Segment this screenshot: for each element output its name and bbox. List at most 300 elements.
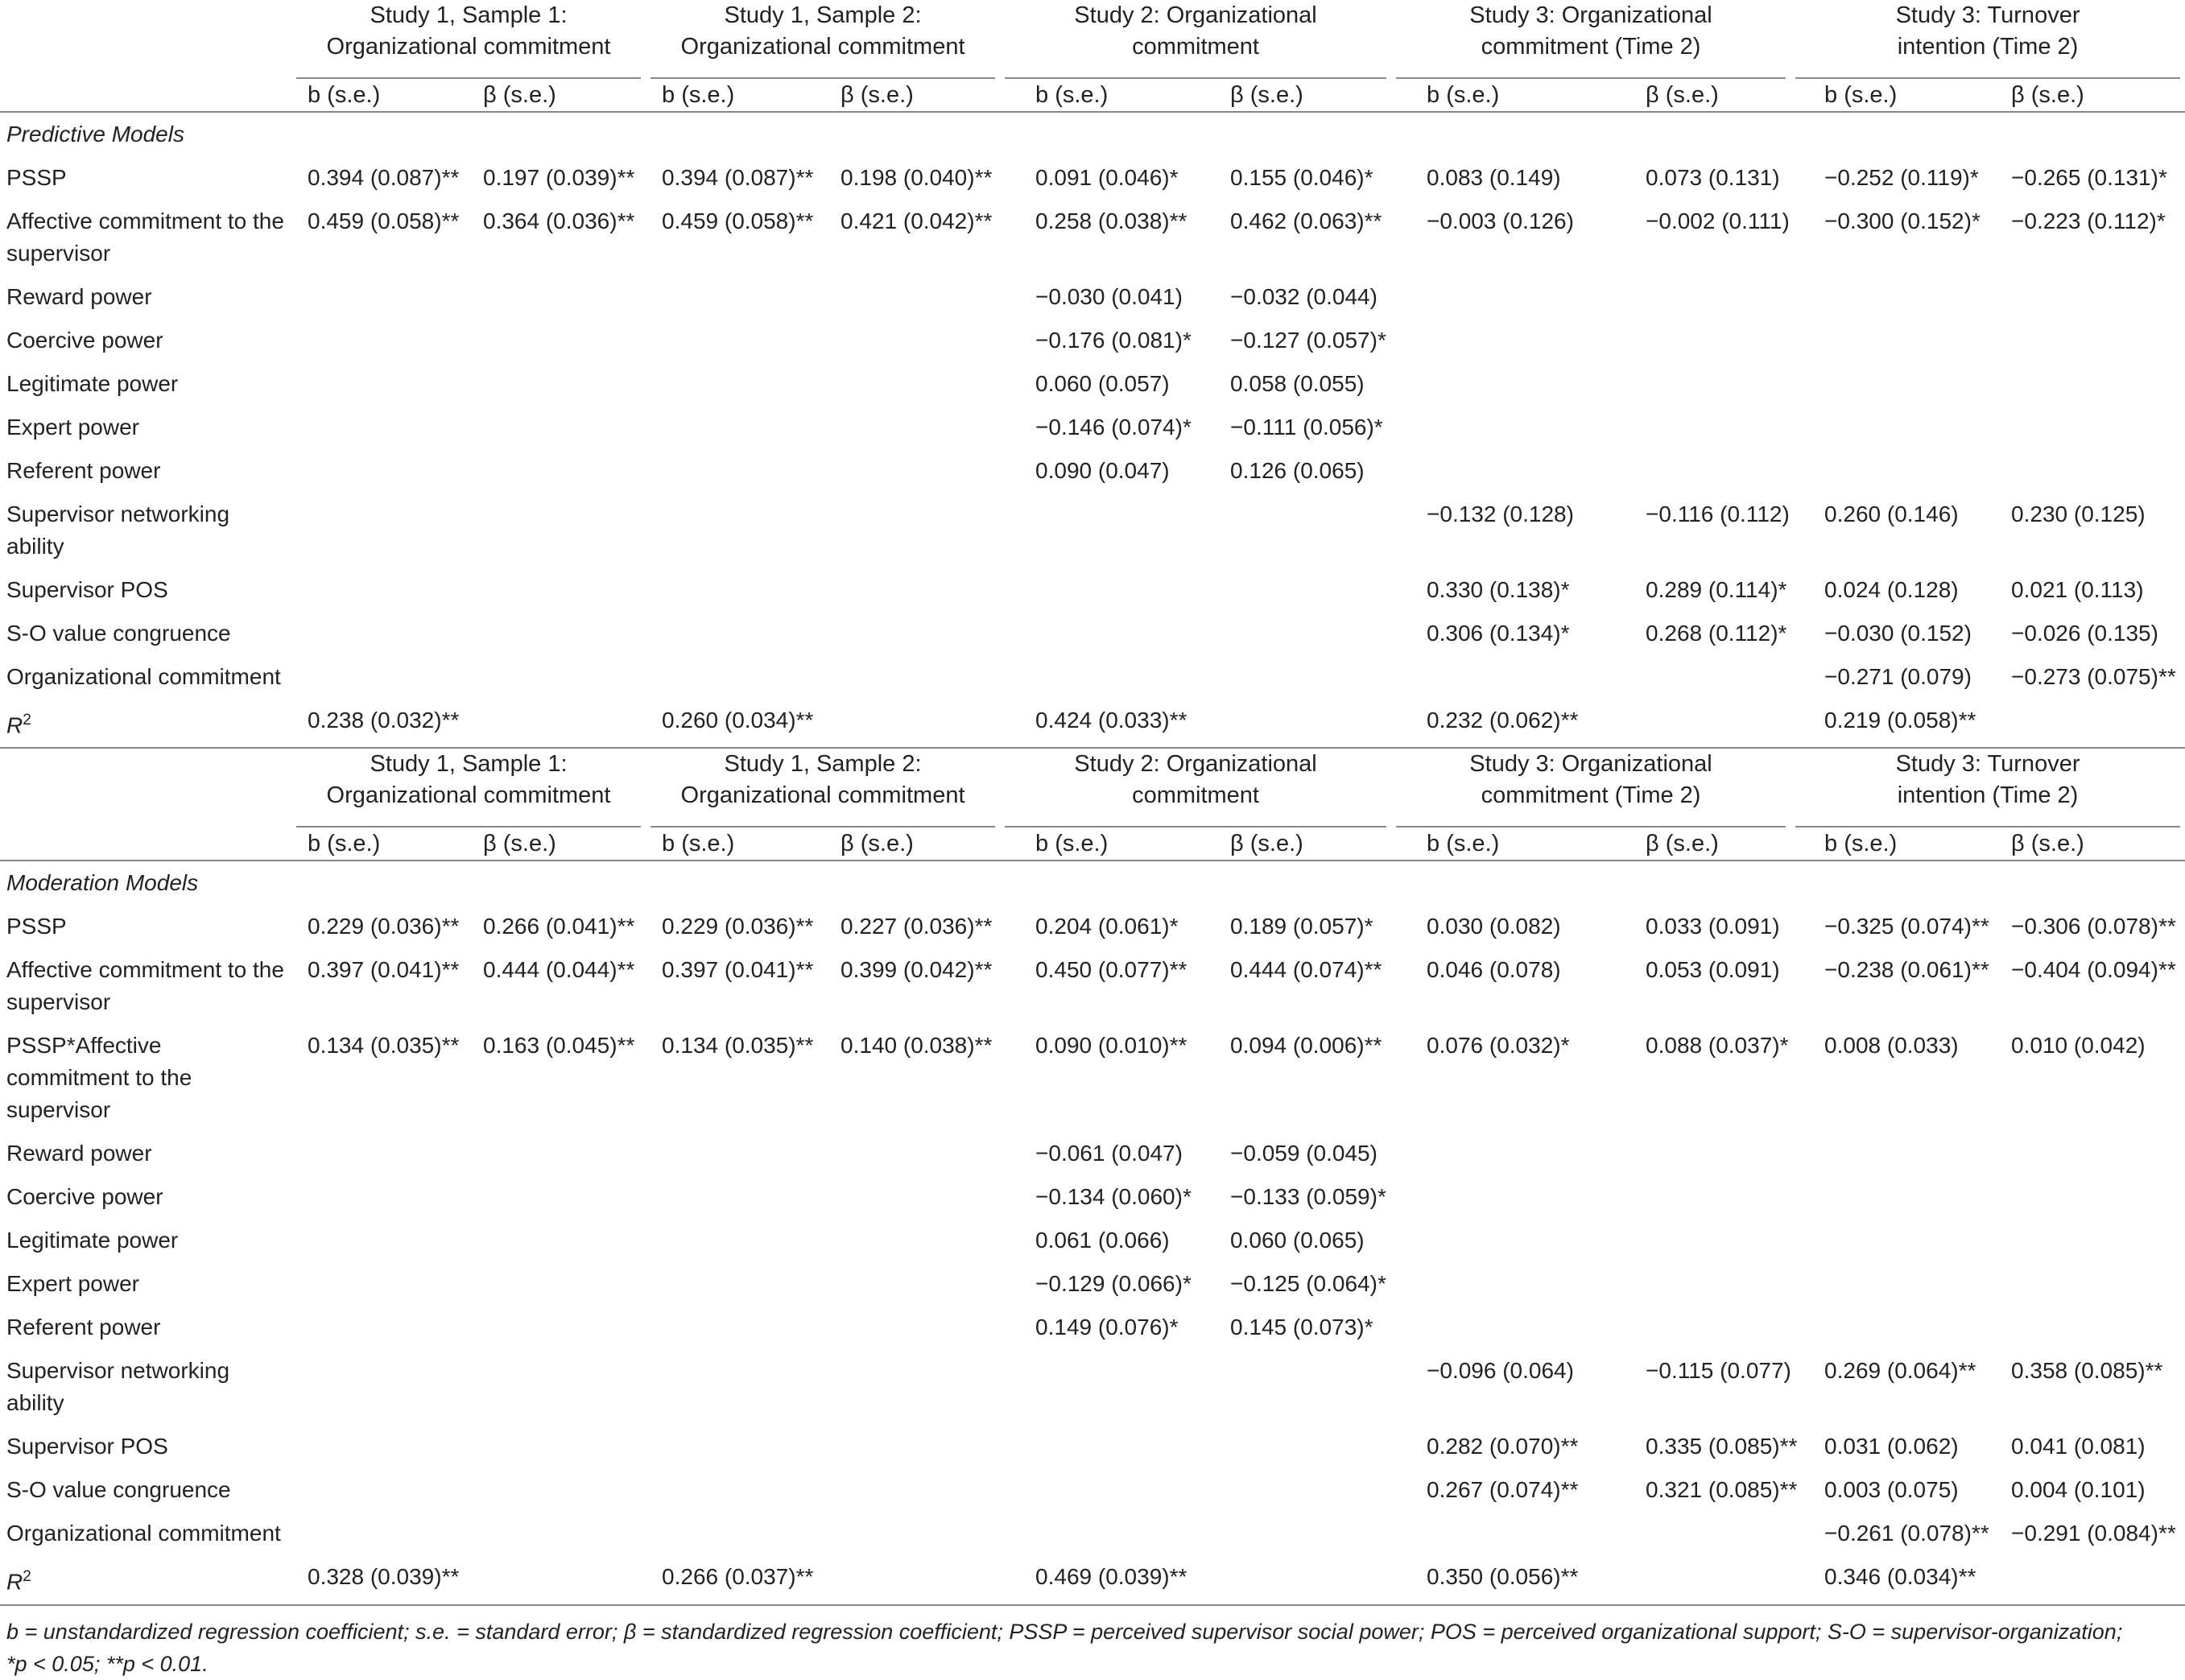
table-cell: 0.163 (0.045)** — [483, 1033, 635, 1059]
table-cell — [467, 568, 646, 612]
table-cell — [1591, 319, 1791, 362]
study-header-line1: Study 2: Organizational — [1074, 751, 1317, 778]
table-cell: −0.115 (0.077) — [1646, 1358, 1791, 1384]
table-cell — [1791, 1132, 1992, 1175]
table-cell: 0.394 (0.087)** — [662, 165, 814, 190]
beta-se-header: β (s.e.) — [1992, 828, 2185, 861]
table-cell: −0.026 (0.135) — [2011, 621, 2158, 646]
table-cell: 0.031 (0.062) — [1824, 1434, 1959, 1459]
table-cell — [1193, 1468, 1391, 1512]
corner-cell — [0, 79, 291, 112]
beta-se-header: β (s.e.) — [1193, 79, 1391, 112]
r-squared-label: R — [6, 1569, 23, 1595]
table-cell: 0.229 (0.036)** — [662, 914, 814, 939]
table-cell — [467, 612, 646, 655]
table-cell — [824, 1219, 1000, 1262]
table-cell: 0.219 (0.058)** — [1824, 708, 1976, 733]
table-cell: 0.397 (0.041)** — [662, 957, 814, 983]
table-cell: 0.083 (0.149) — [1427, 165, 1561, 190]
table-cell: −0.271 (0.079) — [1824, 664, 1972, 689]
table-cell: 0.010 (0.042) — [2011, 1033, 2146, 1059]
table-cell — [291, 1512, 467, 1555]
table-cell: −0.265 (0.131)* — [2011, 165, 2167, 190]
table-cell — [291, 1262, 467, 1306]
table-cell: 0.088 (0.037)* — [1646, 1033, 1789, 1059]
table-cell — [1193, 1349, 1391, 1425]
row-label: Coercive power — [6, 1184, 163, 1210]
table-cell — [824, 493, 1000, 568]
table-cell — [291, 1349, 467, 1425]
table-cell: 0.197 (0.039)** — [483, 165, 635, 190]
corner-cell — [0, 828, 291, 861]
row-label: PSSP — [6, 165, 67, 190]
table-cell: 0.260 (0.146) — [1824, 502, 1959, 526]
table-cell: −0.129 (0.066)* — [1035, 1271, 1192, 1297]
table-cell — [467, 493, 646, 568]
table-cell — [467, 1425, 646, 1468]
table-cell — [824, 1132, 1000, 1175]
table-cell — [1591, 449, 1791, 493]
table-cell — [467, 449, 646, 493]
table-cell: −0.111 (0.056)* — [1230, 415, 1383, 440]
table-cell — [1992, 1132, 2185, 1175]
table-cell — [1591, 655, 1791, 699]
b-se-header: b (s.e.) — [646, 828, 824, 861]
table-row — [0, 275, 2185, 319]
study-header-text — [1005, 0, 1386, 79]
table-cell — [1992, 699, 2185, 748]
table-row — [0, 568, 2185, 612]
table-cell: 0.232 (0.062)** — [1427, 708, 1579, 733]
table-cell — [1591, 1262, 1791, 1306]
table-cell: 0.058 (0.055) — [1230, 371, 1365, 396]
study-header-line1: Study 1, Sample 2: — [724, 751, 922, 778]
table-cell: 0.364 (0.036)** — [483, 208, 635, 233]
table-cell — [646, 1512, 824, 1555]
table-cell — [646, 655, 824, 699]
table-cell: 0.424 (0.033)** — [1035, 708, 1188, 733]
table-cell — [824, 568, 1000, 612]
table-row — [0, 1555, 2185, 1604]
footnote-significance: *p < 0.05; **p < 0.01. — [6, 1651, 209, 1676]
table-cell: 0.003 (0.075) — [1824, 1477, 1959, 1503]
table-cell — [824, 1512, 1000, 1555]
table-cell: 0.094 (0.006)** — [1230, 1033, 1382, 1059]
table-cell: −0.096 (0.064) — [1427, 1358, 1574, 1384]
row-label: S-O value congruence — [6, 1477, 231, 1503]
table-cell — [646, 1468, 824, 1512]
table-row — [0, 655, 2185, 699]
table-cell: −0.238 (0.061)** — [1824, 957, 1989, 983]
table-cell: 0.268 (0.112)* — [1646, 621, 1787, 646]
table-row — [0, 1132, 2185, 1175]
table-cell — [1791, 1175, 1992, 1219]
table-cell — [1391, 362, 1591, 406]
study-header-text — [1396, 749, 1786, 828]
study-header-line2: Organizational commitment — [326, 782, 611, 809]
beta-se-header: β (s.e.) — [1992, 79, 2185, 112]
study-header-line2: Organizational commitment — [680, 34, 965, 60]
study-header-line1: Study 3: Organizational — [1469, 751, 1712, 778]
table-cell — [646, 1425, 824, 1468]
study-header-row — [0, 748, 2185, 828]
r-squared-exponent: 2 — [23, 1568, 31, 1586]
table-row — [0, 1512, 2185, 1555]
table-cell: −0.134 (0.060)* — [1035, 1184, 1192, 1210]
table-cell — [646, 362, 824, 406]
study-header-line2: commitment — [1132, 34, 1259, 60]
r-squared-exponent: 2 — [23, 712, 31, 729]
r-squared-label: R — [6, 712, 23, 738]
table-cell: 0.394 (0.087)** — [308, 165, 460, 190]
table-row — [0, 1175, 2185, 1219]
row-label: Supervisor POS — [6, 1434, 168, 1459]
table-cell: 0.230 (0.125) — [2011, 502, 2146, 526]
table-cell — [1591, 1512, 1791, 1555]
row-label: Affective commitment to the supervisor — [6, 208, 284, 266]
b-se-header: b (s.e.) — [1791, 828, 1992, 861]
b-se-header: b (s.e.) — [1000, 828, 1193, 861]
table-cell — [1992, 1219, 2185, 1262]
table-cell — [467, 1555, 646, 1604]
table-cell: 0.321 (0.085)** — [1646, 1477, 1798, 1503]
table-cell — [1000, 612, 1193, 655]
table-cell: −0.291 (0.084)** — [2011, 1521, 2176, 1546]
study-header-text — [1396, 0, 1786, 79]
table-cell: 0.397 (0.041)** — [308, 957, 460, 983]
table-cell — [291, 493, 467, 568]
table-cell: 0.008 (0.033) — [1824, 1033, 1959, 1059]
table-cell: 0.227 (0.036)** — [841, 914, 993, 939]
table-cell — [646, 1262, 824, 1306]
table-cell: 0.229 (0.036)** — [308, 914, 460, 939]
table-cell: −0.003 (0.126) — [1427, 208, 1574, 233]
table-cell: −0.032 (0.044) — [1230, 284, 1378, 309]
table-cell — [646, 449, 824, 493]
table-cell — [1591, 1555, 1791, 1604]
study-header-line2: commitment (Time 2) — [1481, 34, 1701, 60]
table-row — [0, 699, 2185, 748]
table-row — [0, 362, 2185, 406]
table-cell: 0.306 (0.134)* — [1427, 621, 1570, 646]
row-label: Reward power — [6, 1141, 152, 1166]
beta-se-header: β (s.e.) — [1591, 828, 1791, 861]
row-label: Coercive power — [6, 328, 163, 353]
table-cell — [1000, 1468, 1193, 1512]
table-cell — [1193, 493, 1391, 568]
table-cell: −0.030 (0.041) — [1035, 284, 1183, 309]
study-header-line2: commitment (Time 2) — [1481, 782, 1701, 809]
table-cell: 0.350 (0.056)** — [1427, 1564, 1579, 1590]
table-cell: 0.282 (0.070)** — [1427, 1434, 1579, 1459]
table-cell: −0.132 (0.128) — [1427, 502, 1574, 526]
study-header-line1: Study 1, Sample 1: — [370, 751, 568, 778]
table-cell: 0.024 (0.128) — [1824, 577, 1959, 602]
table-cell — [1992, 1555, 2185, 1604]
table-cell: 0.060 (0.057) — [1035, 371, 1170, 396]
table-cell: 0.134 (0.035)** — [308, 1033, 460, 1059]
study-header-line2: intention (Time 2) — [1897, 34, 2079, 60]
study-header-line2: Organizational commitment — [680, 782, 965, 809]
table-cell — [467, 1512, 646, 1555]
table-cell: 0.469 (0.039)** — [1035, 1564, 1188, 1590]
row-label: PSSP*Affective commitment to the supervisor — [6, 1033, 192, 1123]
study-header-text — [651, 749, 995, 828]
row-label: Reward power — [6, 284, 152, 309]
row-label: PSSP — [6, 914, 67, 939]
table-row — [0, 1219, 2185, 1262]
table-cell — [1391, 406, 1591, 449]
row-label: Legitimate power — [6, 1228, 179, 1253]
table-cell — [646, 568, 824, 612]
table-cell — [824, 612, 1000, 655]
table-row — [0, 200, 2185, 275]
table-cell — [291, 362, 467, 406]
study-header — [291, 748, 646, 828]
table-cell: 0.126 (0.065) — [1230, 458, 1365, 483]
study-header-text — [1795, 749, 2180, 828]
study-header-line2: Organizational commitment — [326, 34, 611, 60]
table-cell — [646, 275, 824, 319]
table-cell — [467, 1132, 646, 1175]
section-title: Predictive Models — [6, 122, 184, 147]
table-cell — [1000, 568, 1193, 612]
beta-se-header: β (s.e.) — [1193, 828, 1391, 861]
table-cell — [467, 699, 646, 748]
table-cell: −0.002 (0.111) — [1646, 208, 1790, 233]
table-cell: 0.030 (0.082) — [1427, 914, 1561, 939]
table-cell: 0.358 (0.085)** — [2011, 1358, 2163, 1384]
table-cell — [1791, 1262, 1992, 1306]
table-row — [0, 1468, 2185, 1512]
table-cell — [1591, 1219, 1791, 1262]
table-cell: 0.266 (0.041)** — [483, 914, 635, 939]
row-label: S-O value congruence — [6, 621, 231, 646]
table-cell — [1591, 1306, 1791, 1349]
table-cell: −0.127 (0.057)* — [1230, 328, 1386, 353]
b-se-header: b (s.e.) — [1391, 828, 1591, 861]
table-cell: 0.267 (0.074)** — [1427, 1477, 1579, 1503]
b-se-header: b (s.e.) — [1391, 79, 1591, 112]
table-cell: 0.076 (0.032)* — [1427, 1033, 1570, 1059]
table-cell — [646, 612, 824, 655]
table-cell — [291, 1219, 467, 1262]
table-cell: 0.399 (0.042)** — [841, 957, 993, 983]
table-cell: 0.444 (0.074)** — [1230, 957, 1382, 983]
table-cell: 0.033 (0.091) — [1646, 914, 1780, 939]
table-cell: −0.030 (0.152) — [1824, 621, 1972, 646]
table-cell: 0.198 (0.040)** — [841, 165, 993, 190]
table-cell — [291, 1306, 467, 1349]
table-cell: 0.269 (0.064)** — [1824, 1358, 1976, 1384]
study-header — [646, 748, 1000, 828]
table-cell — [1193, 699, 1391, 748]
table-cell — [1992, 1306, 2185, 1349]
table-cell — [1992, 362, 2185, 406]
table-cell — [824, 1262, 1000, 1306]
table-cell — [1992, 1262, 2185, 1306]
row-label — [0, 699, 291, 748]
study-header-text — [296, 0, 641, 79]
table-cell — [1591, 1175, 1791, 1219]
study-header-line1: Study 3: Turnover — [1895, 2, 2080, 28]
table-cell: −0.146 (0.074)* — [1035, 415, 1192, 440]
table-cell — [1193, 655, 1391, 699]
table-cell: 0.258 (0.038)** — [1035, 208, 1188, 233]
table-cell — [1391, 1512, 1591, 1555]
table-cell: 0.134 (0.035)** — [662, 1033, 814, 1059]
table-row — [0, 493, 2185, 568]
table-cell: −0.061 (0.047) — [1035, 1141, 1183, 1166]
table-cell: 0.189 (0.057)* — [1230, 914, 1373, 939]
table-cell: −0.306 (0.078)** — [2011, 914, 2176, 939]
table-cell — [1391, 275, 1591, 319]
table-cell — [646, 1219, 824, 1262]
table-cell — [1000, 1349, 1193, 1425]
study-header-line1: Study 2: Organizational — [1074, 2, 1317, 28]
table-cell: 0.053 (0.091) — [1646, 957, 1780, 983]
table-footnote — [0, 1604, 2185, 1680]
table-row — [0, 406, 2185, 449]
study-header-line2: commitment — [1132, 782, 1259, 809]
table-cell: 0.090 (0.047) — [1035, 458, 1170, 483]
table-cell — [1791, 449, 1992, 493]
table-cell — [1791, 319, 1992, 362]
b-se-header: b (s.e.) — [1000, 79, 1193, 112]
subheader-row — [0, 79, 2185, 112]
table-cell — [824, 319, 1000, 362]
table-cell — [646, 1132, 824, 1175]
table-cell: −0.325 (0.074)** — [1824, 914, 1989, 939]
table-cell — [467, 1175, 646, 1219]
table-row — [0, 1306, 2185, 1349]
table-cell — [1791, 1219, 1992, 1262]
table-cell — [824, 1468, 1000, 1512]
study-header-text — [1005, 749, 1386, 828]
row-label: Legitimate power — [6, 371, 179, 396]
table-cell — [1391, 1306, 1591, 1349]
b-se-header: b (s.e.) — [291, 79, 467, 112]
table-cell: −0.176 (0.081)* — [1035, 328, 1192, 353]
table-cell — [824, 275, 1000, 319]
study-header-line2: intention (Time 2) — [1897, 782, 2079, 809]
table-cell — [646, 1175, 824, 1219]
table-cell — [824, 655, 1000, 699]
table-cell — [1992, 1175, 2185, 1219]
table-cell — [1193, 1555, 1391, 1604]
table-cell — [1391, 1219, 1591, 1262]
table-cell: 0.421 (0.042)** — [841, 208, 993, 233]
row-label: Expert power — [6, 1271, 139, 1297]
table-cell — [824, 1555, 1000, 1604]
table-cell — [291, 655, 467, 699]
table-cell: 0.330 (0.138)* — [1427, 577, 1570, 602]
table-cell: −0.116 (0.112) — [1646, 502, 1790, 526]
table-cell: 0.204 (0.061)* — [1035, 914, 1179, 939]
table-cell — [1000, 1512, 1193, 1555]
table-cell — [1391, 1262, 1591, 1306]
table-cell — [291, 1132, 467, 1175]
study-header-text — [651, 0, 995, 79]
table-cell: 0.145 (0.073)* — [1230, 1315, 1373, 1340]
table-cell: 0.090 (0.010)** — [1035, 1033, 1188, 1059]
table-cell: 0.004 (0.101) — [2011, 1477, 2146, 1503]
table-row — [0, 948, 2185, 1024]
b-se-header: b (s.e.) — [646, 79, 824, 112]
table-cell — [1391, 1175, 1591, 1219]
table-cell — [467, 1468, 646, 1512]
table-cell — [291, 319, 467, 362]
study-header — [646, 0, 1000, 79]
beta-se-header: β (s.e.) — [467, 828, 646, 861]
beta-se-header: β (s.e.) — [824, 79, 1000, 112]
table-cell — [291, 449, 467, 493]
table-cell — [1000, 655, 1193, 699]
table-cell: −0.261 (0.078)** — [1824, 1521, 1989, 1546]
table-cell — [1193, 568, 1391, 612]
table-cell — [824, 449, 1000, 493]
table-cell — [824, 406, 1000, 449]
table-cell — [291, 406, 467, 449]
row-label: Organizational commitment — [6, 664, 281, 689]
table-cell — [1591, 275, 1791, 319]
table-cell: −0.273 (0.075)** — [2011, 664, 2176, 689]
table-cell: 0.060 (0.065) — [1230, 1228, 1365, 1253]
table-cell — [467, 1349, 646, 1425]
table-cell: 0.238 (0.032)** — [308, 708, 460, 733]
table-cell — [646, 493, 824, 568]
study-header-row — [0, 0, 2185, 79]
table-cell — [291, 275, 467, 319]
table-cell — [467, 1219, 646, 1262]
table-cell — [1000, 493, 1193, 568]
table-cell — [467, 655, 646, 699]
table-cell — [824, 1175, 1000, 1219]
table-cell — [1591, 1132, 1791, 1175]
beta-se-header: β (s.e.) — [824, 828, 1000, 861]
table-cell — [467, 319, 646, 362]
table-cell: 0.073 (0.131) — [1646, 165, 1780, 190]
table-cell — [1391, 319, 1591, 362]
study-header-line1: Study 1, Sample 1: — [370, 2, 568, 28]
table-cell — [1992, 319, 2185, 362]
table-cell: 0.260 (0.034)** — [662, 708, 814, 733]
study-header — [1000, 0, 1391, 79]
row-label: Affective commitment to the supervisor — [6, 957, 284, 1015]
table-cell — [291, 1175, 467, 1219]
table-row — [0, 449, 2185, 493]
row-label: Referent power — [6, 1315, 161, 1340]
row-label: Supervisor POS — [6, 577, 168, 602]
row-label: Referent power — [6, 458, 161, 483]
table-cell: −0.404 (0.094)** — [2011, 957, 2176, 983]
study-header-line1: Study 3: Organizational — [1469, 2, 1712, 28]
table-cell — [1391, 1132, 1591, 1175]
table-row — [0, 612, 2185, 655]
b-se-header: b (s.e.) — [291, 828, 467, 861]
table-cell: 0.091 (0.046)* — [1035, 165, 1179, 190]
table-cell: 0.444 (0.044)** — [483, 957, 635, 983]
table-cell: 0.155 (0.046)* — [1230, 165, 1373, 190]
table-cell: −0.125 (0.064)* — [1230, 1271, 1386, 1297]
corner-cell — [0, 748, 291, 828]
table-cell — [1000, 1425, 1193, 1468]
table-row — [0, 156, 2185, 200]
study-header — [1791, 0, 2185, 79]
section-title-row — [0, 861, 2185, 905]
row-label: Supervisor networking ability — [6, 502, 230, 559]
table-cell: 0.289 (0.114)* — [1646, 577, 1787, 602]
